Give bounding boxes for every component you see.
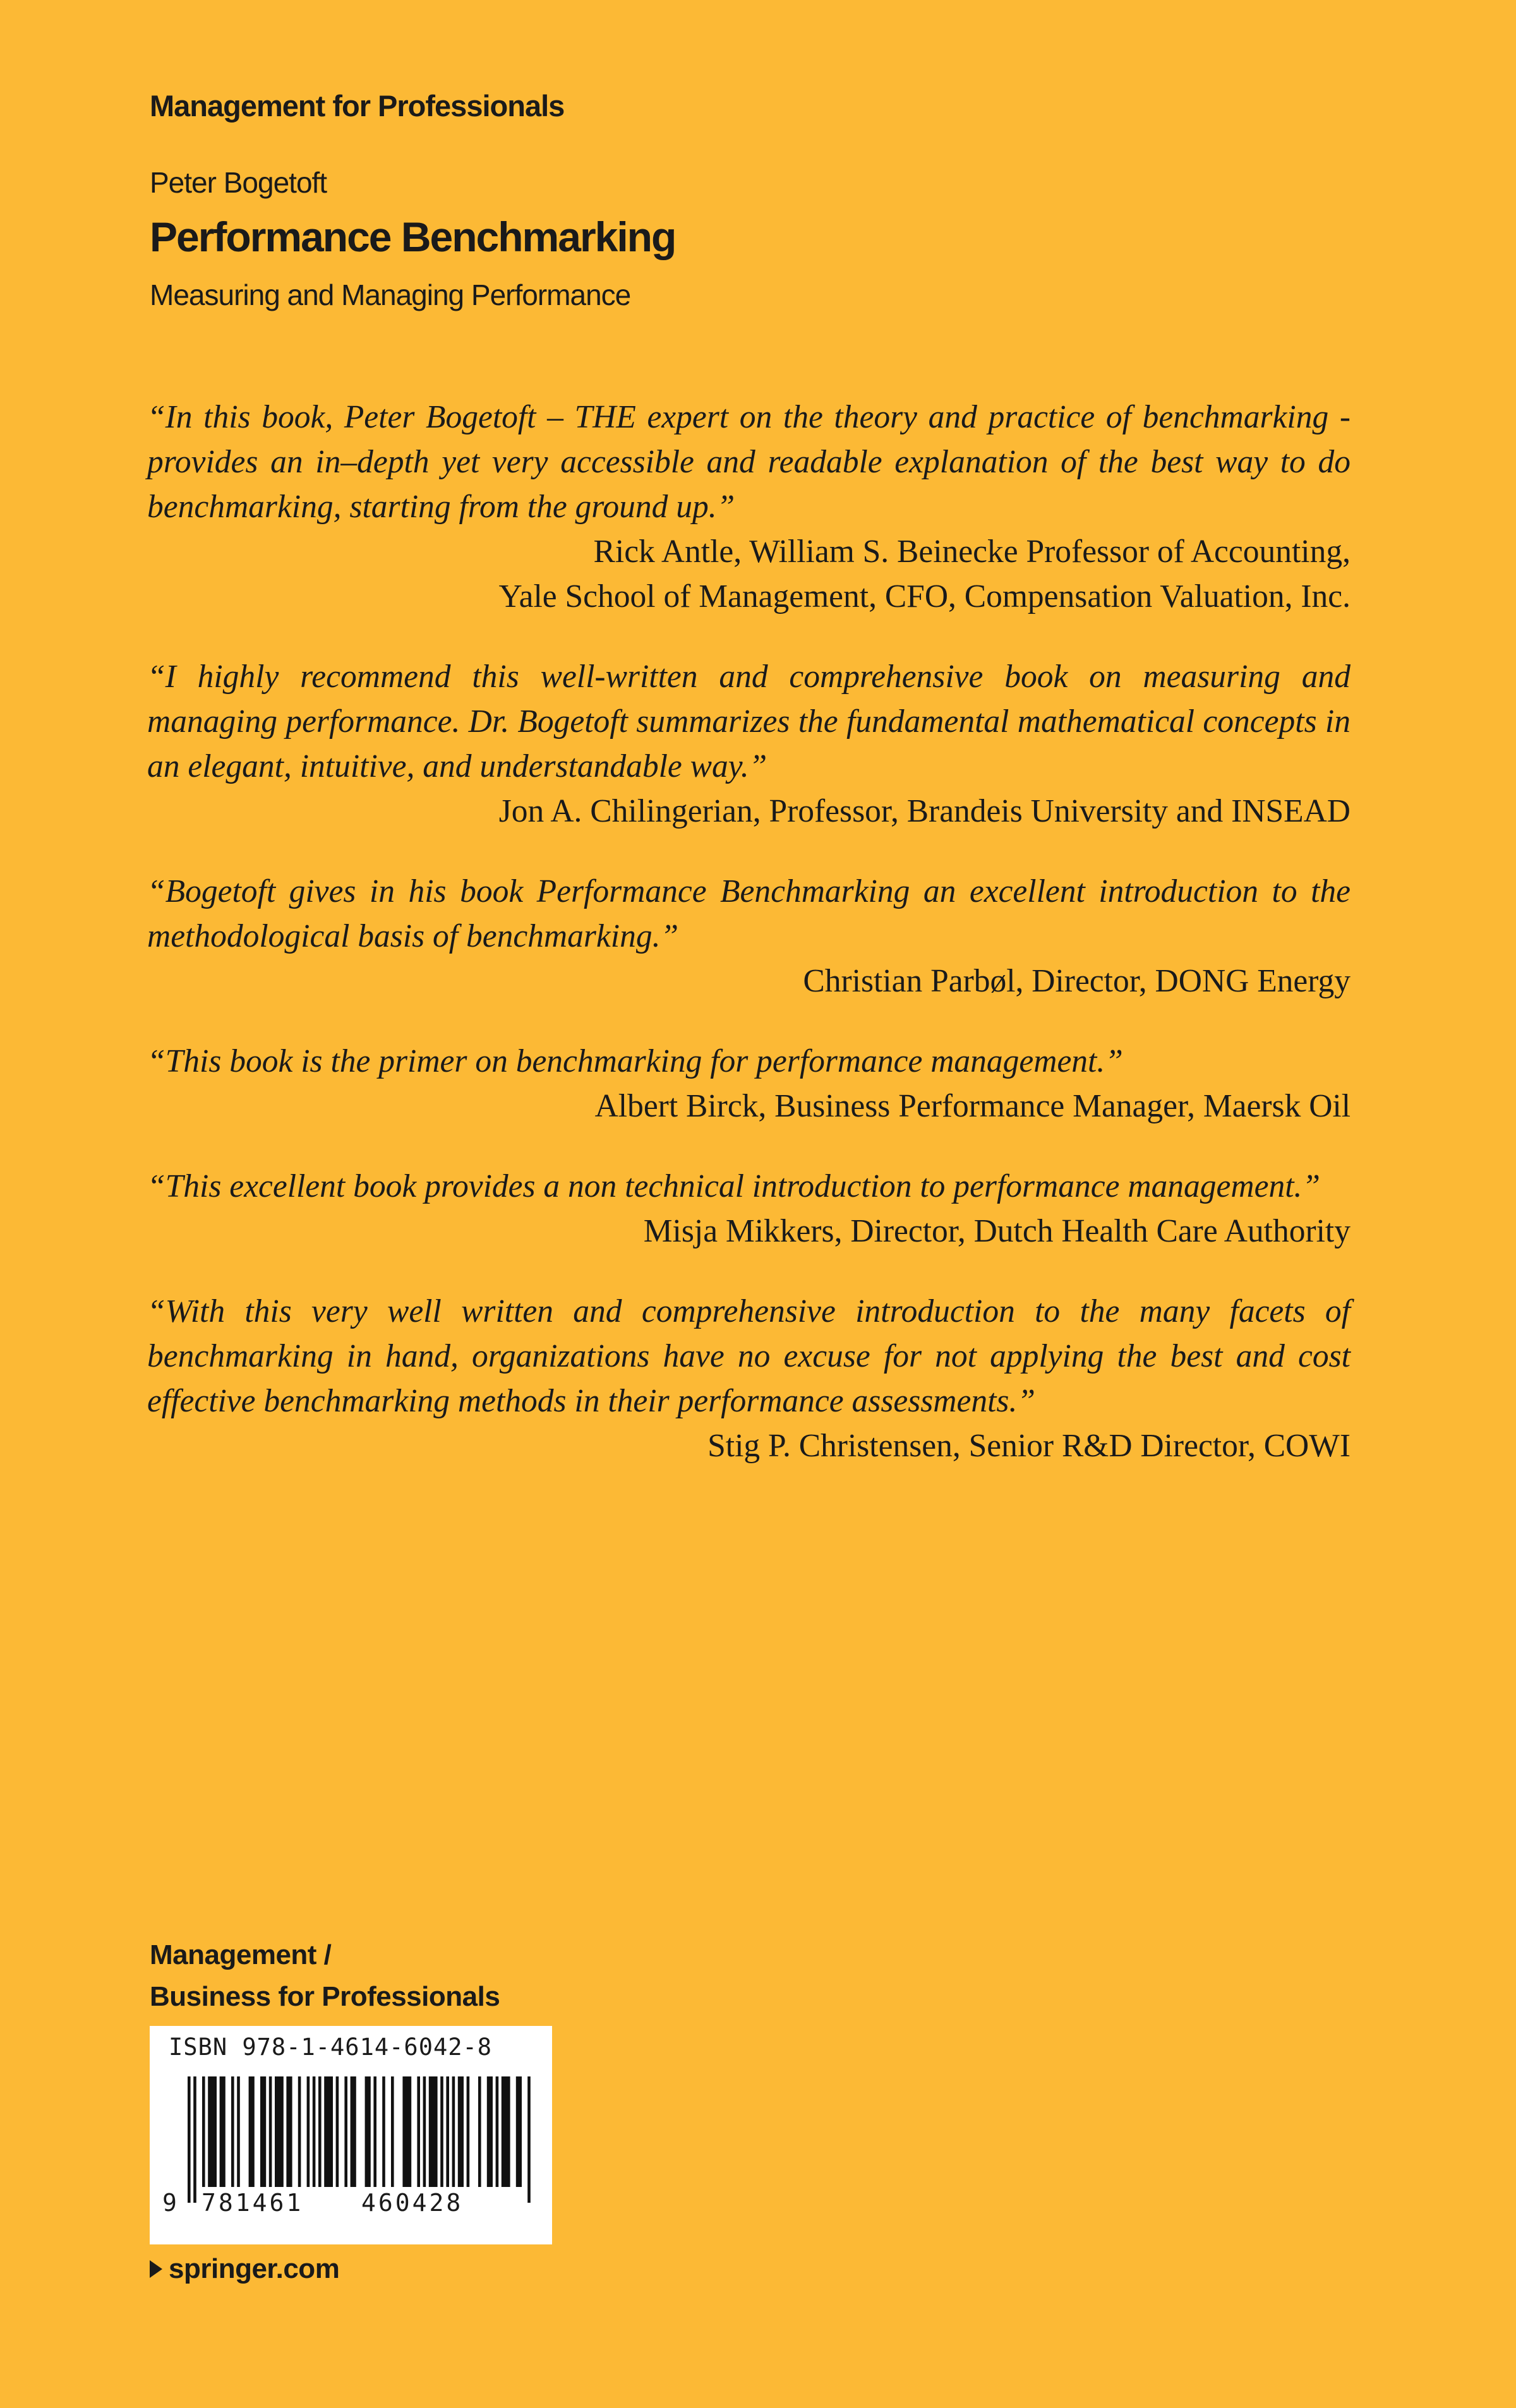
barcode-bar	[429, 2076, 438, 2187]
barcode-bar	[231, 2076, 234, 2187]
barcode-bar	[313, 2076, 316, 2187]
quote-attribution	[147, 529, 1351, 619]
quote-attribution	[147, 789, 1351, 834]
barcode-bar	[478, 2076, 481, 2187]
barcode-bar	[188, 2076, 191, 2203]
subject-category	[150, 1934, 500, 2018]
quote-attribution	[147, 1423, 1351, 1468]
arrow-right-icon	[150, 2260, 162, 2278]
barcode-bar	[237, 2076, 240, 2187]
publisher-link[interactable]	[150, 2253, 339, 2285]
endorsements	[147, 395, 1351, 1504]
barcode-bar	[487, 2076, 493, 2187]
endorsement-quote	[147, 395, 1351, 619]
barcode-bar	[286, 2076, 292, 2187]
publisher-link-text: springer.com	[169, 2253, 340, 2284]
barcode-bar	[336, 2076, 339, 2187]
endorsement-quote	[147, 1039, 1351, 1129]
barcode-bar	[452, 2076, 455, 2187]
barcode-bar	[351, 2076, 356, 2187]
barcode-bar	[417, 2076, 420, 2187]
barcode-bar	[496, 2076, 499, 2187]
barcode-digits-right: 460428	[361, 2189, 464, 2217]
barcode-bar	[202, 2076, 205, 2187]
barcode-bar	[446, 2076, 449, 2187]
endorsement-quote	[147, 1164, 1351, 1254]
barcode-bar	[220, 2076, 226, 2187]
barcode-bar	[527, 2076, 531, 2203]
barcode-bar	[208, 2076, 217, 2187]
barcode-digit-first: 9	[162, 2189, 179, 2217]
barcode-bar	[260, 2076, 266, 2187]
author-name: Peter Bogetoft	[150, 166, 327, 199]
attribution-line: Rick Antle, William S. Beinecke Professor of Accounting,	[593, 534, 1351, 570]
attribution-line: Misja Mikkers, Director, Dutch Health Care Authority	[643, 1213, 1351, 1249]
isbn-label: ISBN 978-1-4614-6042-8	[169, 2034, 493, 2061]
barcode-bar	[365, 2076, 371, 2187]
barcode-bar	[423, 2076, 426, 2187]
barcode-bar	[344, 2076, 347, 2187]
subject-line: Business for Professionals	[150, 1981, 500, 2012]
barcode-bar	[440, 2076, 443, 2187]
quote-attribution	[147, 959, 1351, 1003]
barcode-bar	[269, 2076, 272, 2187]
series-name: Management for Professionals	[150, 89, 565, 123]
barcode-bar	[382, 2076, 385, 2187]
endorsement-quote	[147, 654, 1351, 834]
quote-text: “With this very well written and comprehensive introduction to the many facets of benchmarking in hand, organizations have no excuse for not applying the best and cost effective benchmarking methods in their performance assessments.”	[147, 1293, 1351, 1419]
barcode-bar	[275, 2076, 284, 2187]
barcode-bar	[373, 2076, 376, 2187]
barcode-bar	[502, 2076, 510, 2187]
barcode-bar	[458, 2076, 464, 2187]
book-subtitle: Measuring and Managing Performance	[150, 279, 631, 311]
isbn-barcode	[150, 2026, 552, 2244]
quote-text: “In this book, Peter Bogetoft – THE expert on the theory and practice of benchmarking - provides an in–depth yet very accessible and readable explanation of the best way to do benchmarking, starting from the ground up.”	[147, 399, 1351, 525]
barcode-bar	[249, 2076, 255, 2187]
attribution-line: Albert Birck, Business Performance Manager, Maersk Oil	[594, 1088, 1351, 1124]
endorsement-quote	[147, 869, 1351, 1003]
quote-attribution	[147, 1209, 1351, 1254]
barcode-bar	[298, 2076, 301, 2187]
quote-text: “I highly recommend this well-written and comprehensive book on measuring and managing performance. Dr. Bogetoft summarizes the fundamental mathematical concepts in an elegant, intuitive, and understandable way.”	[147, 659, 1351, 784]
endorsement-quote	[147, 1289, 1351, 1468]
book-title: Performance Benchmarking	[150, 213, 676, 260]
barcode-bar	[307, 2076, 310, 2187]
attribution-line: Yale School of Management, CFO, Compensation Valuation, Inc.	[498, 578, 1351, 614]
barcode-bar	[391, 2076, 394, 2187]
attribution-line: Christian Parbøl, Director, DONG Energy	[803, 963, 1351, 999]
barcode-bar	[193, 2076, 196, 2203]
barcode-bar	[467, 2076, 470, 2187]
attribution-line: Jon A. Chilingerian, Professor, Brandeis University and INSEAD	[498, 793, 1351, 829]
barcode-digits-left: 781461	[202, 2189, 304, 2217]
attribution-line: Stig P. Christensen, Senior R&D Director, COWI	[707, 1428, 1351, 1464]
barcode-bar	[516, 2076, 522, 2187]
barcode-bar	[402, 2076, 411, 2187]
quote-text: “This excellent book provides a non technical introduction to performance management.”	[147, 1168, 1321, 1204]
quote-text: “This book is the primer on benchmarking for performance management.”	[147, 1043, 1123, 1079]
quote-text: “Bogetoft gives in his book Performance Benchmarking an excellent introduction to the methodological basis of benchmarking.”	[147, 873, 1351, 954]
quote-attribution	[147, 1084, 1351, 1129]
barcode-bar	[318, 2076, 322, 2187]
barcode-bar	[324, 2076, 333, 2187]
subject-line: Management /	[150, 1939, 332, 1970]
